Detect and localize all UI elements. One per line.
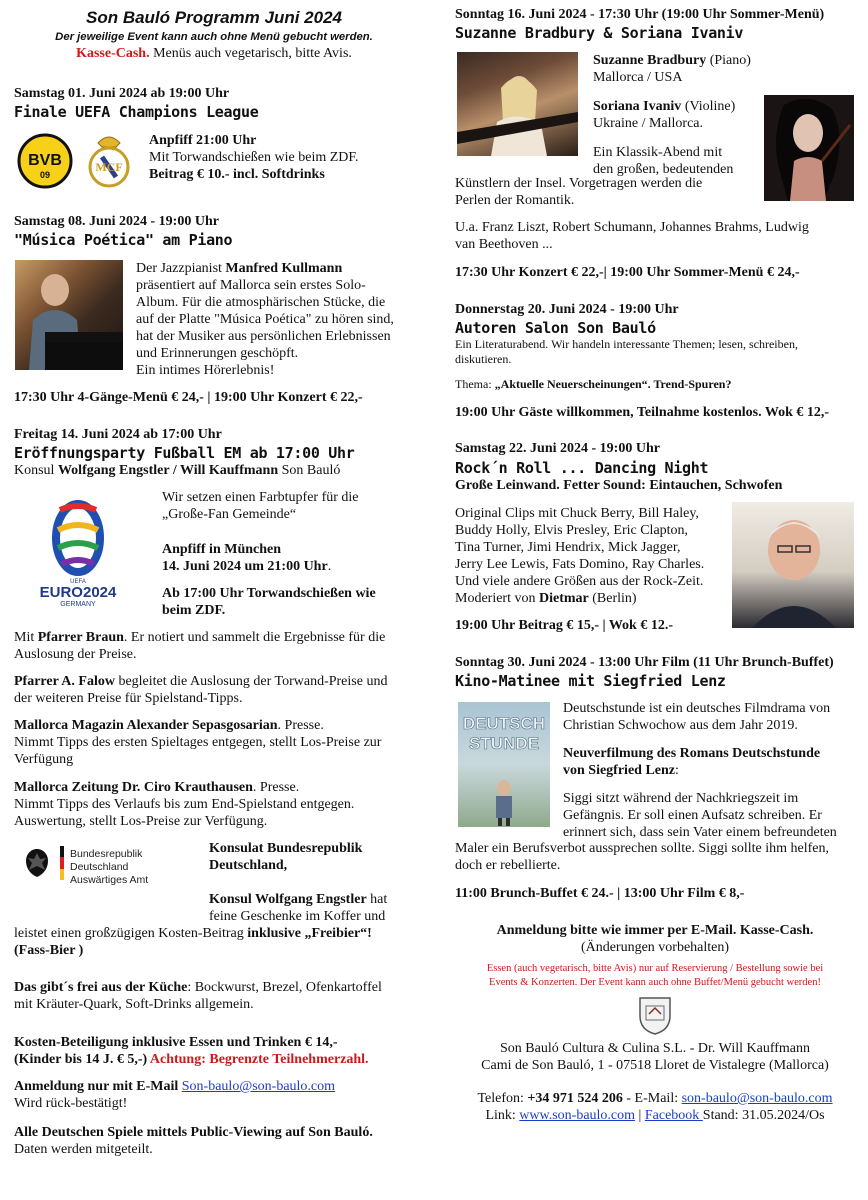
event7-d1: Deutschstunde ist ein deutsches Filmdrama von [563,701,831,716]
event3-kb1: Kosten-Beteiligung inklusive Essen und Trinken € 14,- [14,1035,338,1050]
footer-facebook-link[interactable]: Facebook [644,1108,703,1123]
event3-magazin [14,717,414,768]
event1-line2: Mit Torwandschießen wie beim ZDF. [149,150,359,165]
event3-an1a: Anmeldung nur mit E-Mail [14,1079,182,1094]
event3-hosts-c: Son Bauló [278,463,341,478]
footer-company: Son Bauló Cultura & Culina S.L. - Dr. Will Kauffmann [499,1041,810,1056]
event4-s1b: (Piano) [706,53,751,68]
event3-mz1a: Mallorca Zeitung Dr. Ciro Krauthausen [14,780,253,795]
event3-al2: Daten werden mitgeteilt. [14,1142,153,1157]
event6-o4: Jerry Lee Lewis, Fats Domino, Ray Charles. [455,557,705,572]
cash-note [14,46,414,62]
event7-n2b: : [675,763,679,778]
event7-s4: Maler ein Berufsverbot aussprechen sollte. Siggi sollte ihm helfen, [455,841,830,856]
event7-desc [563,700,858,841]
event3-pf1c: . Er notiert und sammelt die Ergebnisse für die [123,630,386,645]
event2-price: 17:30 Uhr 4-Gänge-Menü € 24,- | 19:00 Uhr Konzert € 22,- [14,390,363,405]
event2-text [136,260,411,379]
event2-artist: Manfred Kullmann [225,261,343,276]
event3-public-viewing [14,1124,414,1158]
event5-price: 19:00 Uhr Gäste willkommen, Teilnahme kostenlos. Wok € 12,- [455,405,830,420]
event4-k3: Künstlern der Insel. Vorgetragen werden die [455,176,703,191]
event5-title: Autoren Salon Son Bauló [455,319,656,337]
event4-s2: Mallorca / USA [593,70,683,85]
event2-text4: auf der Platte "Música Poética" zu hören sind, [136,312,394,327]
event3-kb2a: (Kinder bis 14 J. € 5,-) [14,1052,150,1067]
event3-ku1b: : Bockwurst, Brezel, Ofenkartoffel [187,980,382,995]
event6-o6c: (Berlin) [588,591,637,606]
event2-text1: Der Jazzpianist [136,261,226,276]
bvb-logo [17,133,73,189]
event3-w2: beim ZDF. [162,603,226,618]
event3-hosts [14,462,340,479]
event4-price: 17:30 Uhr Konzert € 22,-| 19:00 Uhr Sommer-Menü € 24,- [455,265,800,280]
event3-a1: Anpfiff in München [162,542,282,557]
event4-k1: Ein Klassik-Abend mit [593,145,723,160]
event4-k3-block [455,175,755,209]
event2-text2: präsentiert auf Mallorca sein erstes Solo- [136,278,366,293]
footer-t2a: Link: [485,1108,520,1123]
page-subtitle: Der jeweilige Event kann auch ohne Menü gebucht werden. [55,31,373,43]
event3-falow [14,673,414,707]
event3-ku2: mit Kräuter-Quark, Soft-Drinks allgemein. [14,997,254,1012]
event3-pfarrer [14,629,414,663]
event7-s5: doch er rebellierte. [455,858,561,873]
event3-ko5b: inklusive „Freibier“! [247,926,372,941]
deutschstunde-poster [458,702,550,827]
event4-title: Suzanne Bradbury & Soriana Ivaniv [455,24,744,42]
event3-email-link[interactable]: Son-baulo@son-baulo.com [181,1079,336,1094]
event1-line3: Beitrag € 10.- incl. Softdrinks [149,167,325,182]
footer-anmeldung: Anmeldung bitte wie immer per E-Mail. Kasse-Cash. [496,923,814,938]
poster-title-line2: STUNDE [469,734,539,753]
footer-r2: Events & Konzerten. Der Event kann auch ohne Buffet/Menü gebucht werden! [489,977,821,988]
event3-f1: Wir setzen einen Farbtupfer für die [162,490,359,505]
footer-t1a: Telefon: [477,1091,528,1106]
event3-ko4: feine Geschenke im Koffer und [209,909,386,924]
event2-text5: hat der Musiker aus persönlichen Erlebnissen [136,329,391,344]
event6-o3: Tina Turner, Jimi Hendrix, Mick Jagger, [455,540,681,555]
event7-s3: erinnert sich, dass sein Vater einem befreundeten [563,825,837,840]
event7-n1: Neuverfilmung des Romans Deutschstunde [563,746,821,761]
event7-d2: Christian Schwochow aus dem Jahr 2019. [563,718,798,733]
pianist-photo [15,260,123,370]
bvb-logo-text: BVB [28,152,62,169]
event5-date: Donnerstag 20. Juni 2024 - 19:00 Uhr [455,302,679,317]
event7-n2a: von Siegfried Lenz [563,763,675,778]
event3-mm1b: . Presse. [277,718,324,733]
event3-kosten [14,1034,414,1068]
event3-mz2: Nimmt Tipps des Verlaufs bis zum End-Spielstand entgegen. [14,797,355,812]
event3-mm1a: Mallorca Magazin Alexander Sepasgosarian [14,718,278,733]
event3-hosts-names: Wolfgang Engstler / Will Kauffmann [57,463,279,478]
event3-an2: Wird rück-bestätigt! [14,1096,128,1111]
event6-o6b: Dietmar [538,591,589,606]
event5-th1: Thema: [455,377,495,391]
euro2024-logo-text: EURO2024 [39,584,117,601]
event6-o1: Original Clips mit Chuck Berry, Bill Haley, [455,506,699,521]
event7-title: Kino-Matinee mit Siegfried Lenz [455,672,726,690]
euro2024-logo [30,500,126,608]
auswaertiges-amt-line2: Auswärtiges Amt [70,874,149,886]
event3-kb2b: Achtung: Begrenzte Teilnehmerzahl. [149,1052,369,1067]
event7-story-tail [455,840,860,874]
event4-u2: van Beethoven ... [455,237,553,252]
event6-date: Samstag 22. Juni 2024 - 19:00 Uhr [455,441,660,456]
event6-o6a: Moderiert von [455,591,539,606]
event2-text3: Album. Für die atmosphärischen Stücke, die [136,295,386,310]
event4-k2: den großen, bedeutenden [593,162,734,177]
event2-text6: und Erinnerungen geschöpft. [136,346,299,361]
real-madrid-crest-icon [86,129,132,189]
event3-anmeldung [14,1078,414,1112]
bradbury-piano-photo [457,52,578,156]
footer-website-link[interactable]: www.son-baulo.com [519,1108,636,1123]
event4-s3b: (Violine) [681,99,736,114]
footer-links [455,1107,855,1124]
event3-pa1a: Pfarrer A. Falow [14,674,115,689]
event4-k4: Perlen der Romantik. [455,193,575,208]
event5-d2: diskutieren. [455,352,512,366]
euro2024-logo-uefa: UEFA [70,579,86,585]
event2-title: "Música Poética" am Piano [14,231,233,249]
event3-zeitung [14,779,414,830]
auswaertiges-amt-logo [22,846,192,886]
ivaniv-violin-photo [764,95,854,201]
event3-a2-dot: . [327,559,332,574]
event6-sub: Große Leinwand. Fetter Sound: Eintauchen, Schwofen [455,478,783,493]
event4-s4: Ukraine / Mallorca. [593,116,704,131]
event3-ko2: Deutschland, [209,858,288,873]
cash-rest: Menüs auch vegetarisch, bitte Avis. [149,46,352,61]
page-title: Son Bauló Programm Juni 2024 [85,8,342,27]
event4-u1: U.a. Franz Liszt, Robert Schumann, Johannes Brahms, Ludwig [455,220,809,235]
event3-f2: „Große-Fan Gemeinde“ [162,507,297,522]
dietmar-photo [732,502,854,628]
footer-t1c: - E-Mail: [622,1091,682,1106]
event3-mz1b: . Presse. [252,780,300,795]
event3-al1: Alle Deutschen Spiele mittels Public-Viewing auf Son Bauló. [14,1125,373,1140]
event3-ko3a: Konsul Wolfgang Engstler [209,892,367,907]
event3-pf2: Auslosung der Preise. [14,647,137,662]
event3-ku1a: Das gibt´s frei aus der Küche [14,980,188,995]
event3-mm2: Nimmt Tipps des ersten Spieltages entgegen, stellt Los-Preise zur [14,735,382,750]
poster-title-line1: DEUTSCH [462,714,546,733]
event3-kueche [14,979,414,1013]
event6-title: Rock´n Roll ... Dancing Night [455,459,709,477]
event4-s3a: Soriana Ivaniv [593,99,682,114]
event3-mz3: Auswertung, stellt Los-Preise zur Verfügung. [14,814,268,829]
event3-ko6: (Fass-Bier ) [14,943,84,958]
event3-title: Eröffnungsparty Fußball EM ab 17:00 Uhr [14,444,355,462]
event1-title: Finale UEFA Champions League [14,103,259,121]
event7-s2: Gefängnis. Er soll einen Aufsatz schreiben. Er [563,808,822,823]
event3-pa1b: begleitet die Auslosung der Torwand-Preise und [114,674,388,689]
event4-artists [593,52,753,178]
event3-hosts-a: Konsul [14,463,58,478]
euro2024-logo-sub: GERMANY [60,601,96,608]
event4-s1a: Suzanne Bradbury [593,53,707,68]
footer-address: Cami de Son Bauló, 1 - 07518 Lloret de Vistalegre (Mallorca) [481,1058,829,1073]
event3-pf1a: Mit [14,630,38,645]
event5-desc [455,337,860,367]
auswaertiges-amt-line1: Bundesrepublik Deutschland [70,848,143,873]
footer-t2c: | [635,1108,645,1123]
event3-mm3: Verfügung [14,752,74,767]
event7-date: Sonntag 30. Juni 2024 - 13:00 Uhr Film (11 Uhr Brunch-Buffet) [455,655,834,670]
event3-a2: 14. Juni 2024 um 21:00 Uhr [162,559,328,574]
event2-text7: Ein intimes Hörerlebnis! [136,363,275,378]
event3-date: Freitag 14. Juni 2024 ab 17:00 Uhr [14,427,222,442]
footer-reservation-note [455,962,855,990]
footer-stand: Stand: 31.05.2024/Os [702,1108,825,1123]
event1-date: Samstag 01. Juni 2024 ab 19:00 Uhr [14,86,230,101]
footer-changes: (Änderungen vorbehalten) [580,940,730,955]
cash-label: Kasse-Cash. [76,46,150,61]
event6-o5: Und viele andere Größen aus der Rock-Zeit. [455,574,704,589]
event3-ko1: Konsulat Bundesrepublik [209,841,363,856]
footer-contact [455,1090,855,1107]
event3-w1: Ab 17:00 Uhr Torwandschießen wie [162,586,376,601]
event5-d1: Ein Literaturabend. Wir handeln interessante Themen; lesen, schreiben, [455,337,798,351]
event1-line1: Anpfiff 21:00 Uhr [149,133,257,148]
event3-ko5a: leistet einen großzügigen Kosten-Beitrag [14,926,248,941]
bvb-logo-number: 09 [39,170,51,180]
event3-pf1b: Pfarrer Braun [37,630,124,645]
svg-text:MCF: MCF [95,160,123,174]
event5-th2: „Aktuelle Neuerscheinungen“. Trend-Spuren? [494,377,732,391]
event2-date: Samstag 08. Juni 2024 - 19:00 Uhr [14,214,219,229]
footer-r1: Essen (auch vegetarisch, bitte Avis) nur auf Reservierung / Bestellung sowie bei [486,963,824,974]
event6-clips [455,505,735,607]
event7-s1: Siggi sitzt während der Nachkriegszeit im [563,791,799,806]
event6-price: 19:00 Uhr Beitrag € 15,- | Wok € 12.- [455,618,674,633]
son-baulo-crest-icon [636,994,674,1036]
event6-o2: Buddy Holly, Elvis Presley, Eric Clapton, [455,523,689,538]
footer-email-link[interactable]: son-baulo@son-baulo.com [681,1091,833,1106]
event4-date: Sonntag 16. Juni 2024 - 17:30 Uhr (19:00 Uhr Sommer-Menü) [455,7,825,22]
event4-composers [455,219,855,253]
event7-price: 11:00 Brunch-Buffet € 24.- | 13:00 Uhr Film € 8,- [455,886,745,901]
event3-pa2: der weiteren Preise für Spielstand-Tipps. [14,691,243,706]
footer-phone: +34 971 524 206 [527,1091,623,1106]
event3-ko3b: hat [366,892,388,907]
